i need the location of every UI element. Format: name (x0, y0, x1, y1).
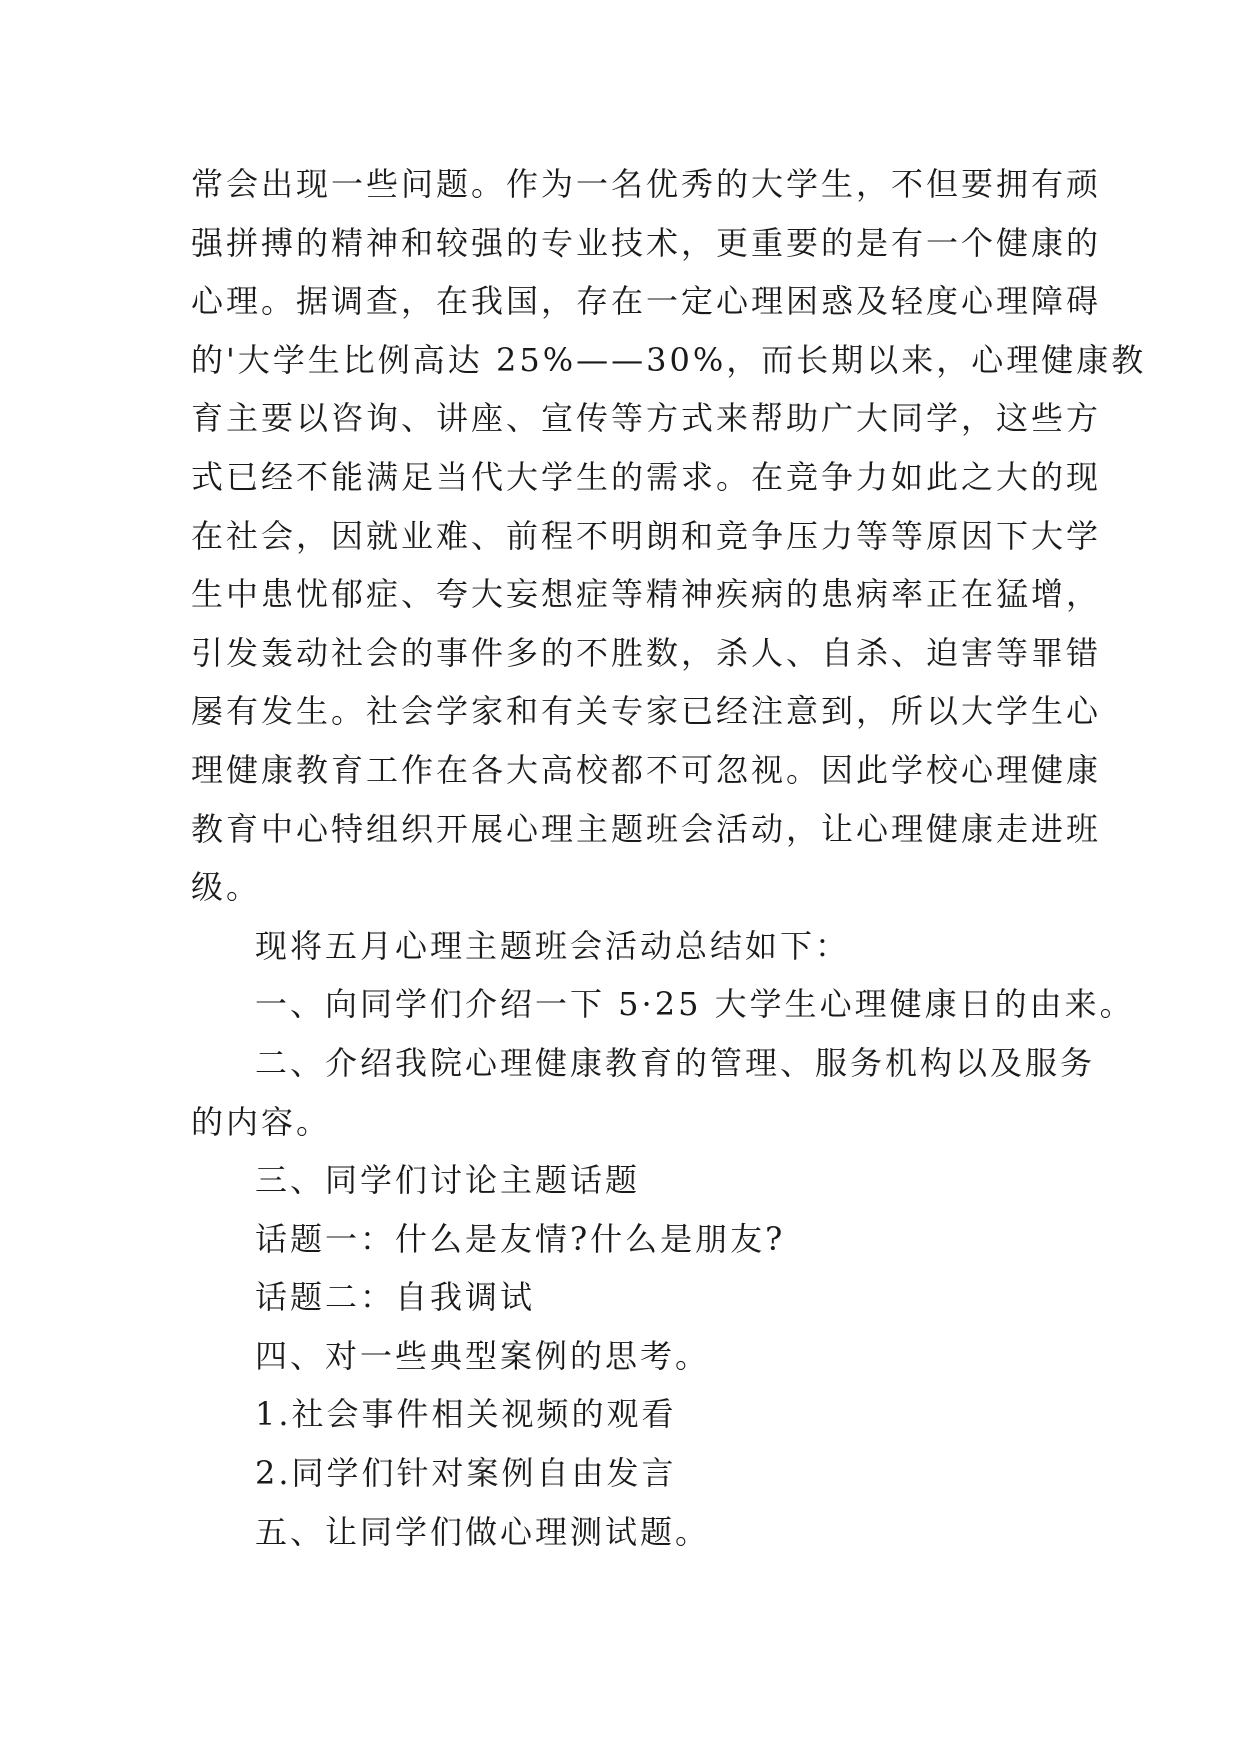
paragraph-line: 常会出现一些问题。作为一名优秀的大学生，不但要拥有顽 (191, 165, 1102, 203)
sub-item-1: 1.社会事件相关视频的观看 (255, 1395, 677, 1434)
list-item-2: 二、介绍我院心理健康教育的管理、服务机构以及服务 (255, 1043, 1096, 1082)
list-item-4: 四、对一些典型案例的思考。 (255, 1336, 711, 1375)
list-item-1: 一、向同学们介绍一下 5·25 大学生心理健康日的由来。 (255, 985, 1135, 1024)
sub-item-2: 2.同学们针对案例自由发言 (255, 1454, 677, 1493)
list-item-2-continued: 的内容。 (191, 1102, 332, 1141)
summary-intro: 现将五月心理主题班会活动总结如下： (255, 926, 851, 965)
paragraph-line: 育主要以咨询、讲座、宣传等方式来帮助广大同学，这些方 (191, 399, 1102, 438)
document-body (191, 155, 1147, 1561)
paragraph-line: 教育中心特组织开展心理主题班会活动，让心理健康走进班 (191, 809, 1102, 848)
list-item-5: 五、让同学们做心理测试题。 (255, 1512, 711, 1551)
topic-2: 话题二：自我调试 (255, 1278, 536, 1317)
list-item-3: 三、同学们讨论主题话题 (255, 1161, 641, 1200)
paragraph-line: 屡有发生。社会学家和有关专家已经注意到，所以大学生心 (191, 692, 1102, 731)
paragraph-line: 式已经不能满足当代大学生的需求。在竞争力如此之大的现 (191, 457, 1102, 496)
paragraph-line: 的'大学生比例高达 25%——30%，而长期以来，心理健康教 (191, 340, 1147, 379)
paragraph-line: 生中患忧郁症、夸大妄想症等精神疾病的患病率正在猛增， (191, 575, 1102, 614)
paragraph-line: 级。 (191, 868, 262, 907)
topic-1: 话题一：什么是友情?什么是朋友? (255, 1219, 786, 1258)
paragraph-line: 理健康教育工作在各大高校都不可忽视。因此学校心理健康 (191, 750, 1102, 789)
paragraph-line: 引发轰动社会的事件多的不胜数，杀人、自杀、迫害等罪错 (191, 633, 1102, 672)
paragraph-line: 心理。据调查，在我国，存在一定心理困惑及轻度心理障碍 (191, 282, 1102, 321)
paragraph-line: 在社会，因就业难、前程不明朗和竞争压力等等原因下大学 (191, 516, 1102, 555)
paragraph-line: 强拼搏的精神和较强的专业技术，更重要的是有一个健康的 (191, 223, 1102, 262)
